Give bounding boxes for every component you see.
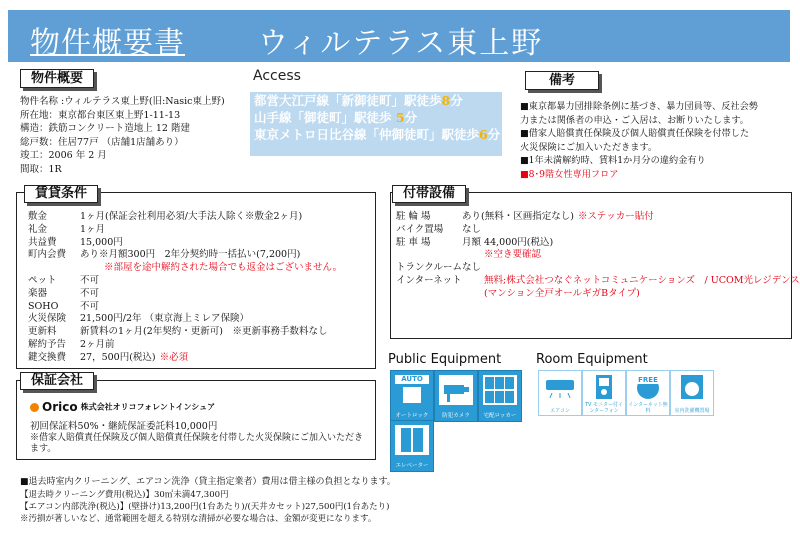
overview-line: 間取：1R	[20, 163, 62, 175]
table-row	[396, 275, 800, 288]
table-row	[396, 224, 800, 237]
row-label: 敷金	[28, 211, 48, 222]
footer-notes	[20, 475, 396, 525]
elevator-icon: エレベーター	[390, 420, 434, 472]
orico-logo: Orico 株式会社オリコフォレントインシュア	[30, 400, 215, 414]
guarantor-note: ※借家人賠償責任保険及び個人賠償責任保険を付帯した火災保険にご加入いただきます。	[30, 433, 364, 454]
lease-table	[28, 211, 342, 365]
footer-line: ※汚損が著しいなど、通常範囲を超える特別な清掃が必要な場合は、金額が変更になります。	[20, 514, 377, 524]
washing-machine-icon: 室内洗濯機置場	[670, 370, 714, 416]
row-value: ※空き要確認	[484, 249, 542, 261]
row-label: 共益費	[28, 236, 57, 248]
row-label: 礼金	[28, 223, 48, 235]
page-header	[8, 10, 790, 62]
row-label: 楽器	[28, 287, 48, 299]
row-value: なし	[462, 262, 482, 274]
access-panel	[250, 92, 502, 156]
remarks-line: 力または関係者の申込・ご入居は、お断りいたします。	[520, 114, 749, 126]
air-conditioner-icon: エアコン	[538, 370, 582, 416]
overview-heading: 物件概要	[20, 69, 94, 88]
lease-heading: 賃貸条件	[24, 185, 98, 203]
row-label: 駐 車 場	[396, 236, 431, 248]
table-row	[28, 288, 342, 301]
free-internet-icon: FREE インターネット無料	[626, 370, 670, 416]
row-value: ※部屋を途中解約された場合でも返金はございません。	[104, 262, 343, 274]
remarks-heading: 備考	[525, 71, 599, 90]
row-label: 火災保険	[28, 313, 67, 325]
access-heading: Access	[253, 68, 301, 84]
row-value: 21,500円/2年 （東京海上ミレア保険）	[80, 313, 250, 325]
overview-line: 竣工：2006 年 2 月	[20, 150, 107, 161]
auto-lock-icon: AUTO オートロック	[390, 370, 434, 422]
row-label: 鍵交換費	[28, 351, 67, 363]
row-label: トランクルーム	[396, 262, 463, 274]
table-row	[28, 326, 342, 339]
row-value: あり(無料・区画指定なし) ※ステッカー貼付	[462, 211, 654, 222]
facilities-table	[396, 211, 800, 301]
row-value: 不可	[80, 300, 100, 312]
row-value: 2ヶ月前	[80, 338, 115, 350]
overview-line: 総戸数：住居77戸 （店舗1店舗あり）	[20, 136, 184, 148]
table-row	[28, 237, 342, 250]
guarantor-fee: 初回保証料50%・継続保証委託料10,000円	[30, 421, 218, 432]
footer-line: 【退去時クリーニング費用(税込)】30㎡未満47,300円	[20, 490, 229, 500]
table-row	[28, 275, 342, 288]
remarks-line: 火災保険にご加入いただきます。	[520, 141, 658, 153]
row-value: 1ヶ月	[80, 223, 106, 235]
facilities-heading: 付帯設備	[392, 185, 466, 203]
guarantor-heading: 保証会社	[20, 372, 94, 390]
remarks-line: ■東京都暴力団排除条例に基づき、暴力団員等、反社会勢	[520, 101, 758, 112]
table-row	[396, 211, 800, 224]
table-row	[28, 352, 342, 365]
table-row	[28, 249, 342, 262]
remarks-line: ■借家人賠償責任保険及び個人賠償責任保険を付帯した	[520, 128, 750, 139]
table-row	[396, 237, 800, 250]
row-label	[396, 288, 462, 301]
row-value: 1ヶ月(保証会社利用必須/大手法人除く※敷金2ヶ月)	[80, 211, 303, 222]
table-row	[28, 313, 342, 326]
row-label: インターネット	[396, 274, 462, 286]
table-row	[396, 262, 800, 275]
row-value: 月額 44,000円(税込)	[462, 236, 554, 248]
row-label: 解約予告	[28, 338, 67, 350]
public-equipment-heading: Public Equipment	[388, 352, 502, 367]
row-value: 新賃料の1ヶ月(2年契約・更新可) ※更新事務手数料なし	[80, 326, 328, 338]
document-title: 物件概要書	[30, 26, 185, 61]
overview-lines	[20, 95, 225, 176]
row-value: (マンション全戸オールギガBタイプ)	[484, 287, 640, 299]
remarks-red-line: ■8･9階女性専用フロア	[520, 168, 619, 180]
remarks-line: ■1年未満解約時、賃料1か月分の違約金有り	[520, 155, 706, 166]
security-camera-icon: 防犯カメラ	[434, 370, 478, 422]
row-label: 駐 輪 場	[396, 211, 431, 222]
table-row	[28, 339, 342, 352]
overview-line: 物件名称 :ウィルテラス東上野(旧:Nasic東上野)	[20, 96, 225, 107]
row-value: 不可	[80, 287, 100, 299]
row-value: 15,000円	[80, 236, 123, 248]
table-row	[28, 224, 342, 237]
table-row	[28, 301, 342, 314]
row-label: バイク置場	[396, 223, 444, 235]
row-label	[396, 249, 462, 262]
access-line: 東京メトロ日比谷線「仲御徒町」駅徒歩6分	[254, 127, 501, 142]
row-label	[28, 262, 80, 275]
table-row	[396, 249, 800, 262]
footer-line: ■退去時室内クリーニング、エアコン洗浄（貸主指定業者）費用は借主様の負担となります。	[20, 477, 396, 487]
delivery-locker-icon: 宅配ロッカー	[478, 370, 522, 422]
table-row	[28, 262, 342, 275]
row-value: あり※月額300円 2年分契約時一括払い(7,200円)	[80, 249, 301, 261]
table-row	[28, 211, 342, 224]
row-value: 27，500円(税込) ※必須	[80, 351, 189, 363]
row-value: 不可	[80, 274, 100, 286]
footer-line: 【エアコン内部洗浄(税込)】(壁掛け)13,200円(1台あたり)/(天井カセット)27,500円(1台あたり)	[20, 502, 390, 512]
table-row	[396, 288, 800, 301]
room-equipment-heading: Room Equipment	[536, 352, 648, 367]
overview-line: 所在地：東京都台東区東上野1-11-13	[20, 109, 181, 121]
access-line: 都営大江戸線「新御徒町」駅徒歩8分	[254, 93, 463, 108]
row-label: SOHO	[28, 300, 59, 312]
access-line: 山手線「御徒町」駅徒歩 5分	[254, 110, 418, 125]
row-label: 町内会費	[28, 249, 67, 261]
row-label: 更新料	[28, 326, 57, 338]
row-value: なし	[462, 223, 482, 235]
remarks-lines	[520, 100, 758, 181]
overview-line: 構造：鉄筋コンクリート造地上 12 階建	[20, 123, 190, 134]
tv-intercom-icon: TV モニター付インターフォン	[582, 370, 626, 416]
row-label: ペット	[28, 274, 57, 286]
row-value: 無料;株式会社つなぐネットコミュニケーションズ / UCOM光レジデンス	[484, 274, 800, 286]
property-name-title: ウィルテラス東上野	[258, 26, 544, 61]
